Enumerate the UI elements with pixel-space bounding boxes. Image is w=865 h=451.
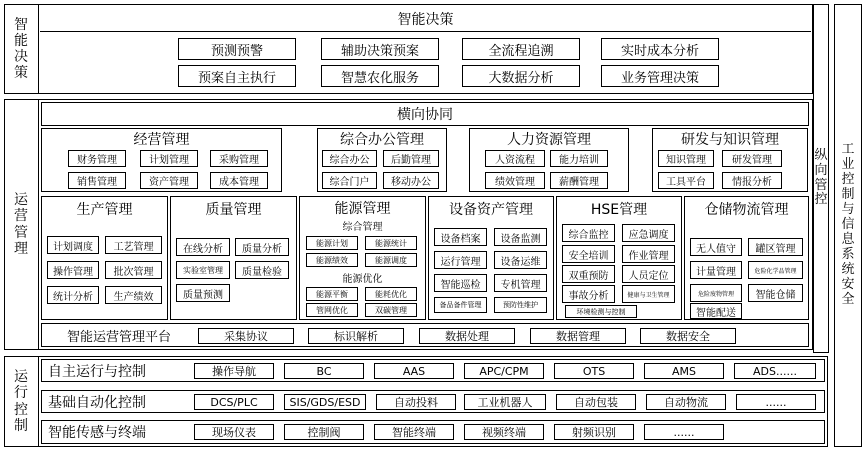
item-smart-delivery[interactable]: 智能配送 xyxy=(690,303,742,319)
item-personnel-location[interactable]: 人员定位 xyxy=(622,265,675,283)
item-training[interactable]: 能力培训 xyxy=(550,150,608,167)
item-unmanned[interactable]: 无人值守 xyxy=(690,238,742,256)
ctrl-item-auto-packing[interactable]: 自动包装 xyxy=(556,394,636,410)
item-dual-prevention[interactable]: 双重预防 xyxy=(562,265,615,283)
ctrl-item-ams[interactable]: AMS xyxy=(644,363,724,379)
item-statistics[interactable]: 统计分析 xyxy=(47,286,99,304)
decision-label-char-2: 能 xyxy=(14,32,28,49)
control-label-char-3: 控 xyxy=(14,401,28,418)
control-row-autonomous-title: 自主运行与控制 xyxy=(48,363,146,380)
decision-item-assist-plan[interactable]: 辅助决策预案 xyxy=(321,38,439,60)
item-work-mgmt[interactable]: 作业管理 xyxy=(622,245,675,263)
item-dual-carbon[interactable]: 双碳管理 xyxy=(365,303,417,317)
decision-label-char-3: 决 xyxy=(14,49,28,65)
item-general-office[interactable]: 综合办公 xyxy=(322,150,377,167)
ctrl-item-rfid[interactable]: 射频识别 xyxy=(554,424,634,440)
ctrl-item-aas[interactable]: AAS xyxy=(374,363,454,379)
item-hazard-chem[interactable]: 危险化学品管理 xyxy=(748,261,803,279)
security-label-char-2: 业 xyxy=(841,157,855,173)
item-energy-dispatch[interactable]: 能源调度 xyxy=(365,253,417,267)
decision-title: 智能决策 xyxy=(40,6,811,32)
item-planning[interactable]: 计划管理 xyxy=(140,150,198,167)
ctrl-item-industrial-robot[interactable]: 工业机器人 xyxy=(464,394,546,410)
group-rd-title: 研发与知识管理 xyxy=(681,132,779,148)
item-knowledge[interactable]: 知识管理 xyxy=(658,150,714,167)
ctrl-item-control-valve[interactable]: 控制阀 xyxy=(284,424,364,440)
item-smart-inspection[interactable]: 智能巡检 xyxy=(434,274,487,292)
security-label xyxy=(834,4,862,447)
item-energy-balance[interactable]: 能源平衡 xyxy=(306,287,358,301)
ctrl-item-ots[interactable]: OTS xyxy=(554,363,634,379)
group-business-title: 经营管理 xyxy=(133,132,190,148)
item-lab-mgmt[interactable]: 实验室管理 xyxy=(176,261,230,279)
item-quality-analysis[interactable]: 质量分析 xyxy=(235,238,289,256)
control-label-char-1: 运 xyxy=(14,369,28,386)
item-safety-training[interactable]: 安全培训 xyxy=(562,245,615,263)
ctrl-item-auto-logistics[interactable]: 自动物流 xyxy=(646,394,726,410)
item-performance[interactable]: 绩效管理 xyxy=(485,172,545,189)
item-intel-analysis[interactable]: 情报分析 xyxy=(722,172,782,189)
decision-item-business-decision[interactable]: 业务管理决策 xyxy=(601,65,719,87)
decision-label-divider xyxy=(38,4,39,94)
decision-item-big-data[interactable]: 大数据分析 xyxy=(462,65,580,87)
item-quality-inspection[interactable]: 质量检验 xyxy=(235,261,289,279)
decision-label-char-4: 策 xyxy=(14,65,28,82)
item-salary[interactable]: 薪酬管理 xyxy=(550,172,608,189)
energy-sub-general: 综合管理 xyxy=(342,221,383,232)
control-label-char-4: 制 xyxy=(14,417,28,434)
item-integrated-monitor[interactable]: 综合监控 xyxy=(562,224,615,242)
vertical-label-char-3: 管 xyxy=(814,177,828,193)
platform-item-data-mgmt[interactable]: 数据管理 xyxy=(530,328,626,344)
control-label-divider xyxy=(38,356,39,447)
ctrl-item-operation-nav[interactable]: 操作导航 xyxy=(194,363,274,379)
decision-item-plan-auto-exec[interactable]: 预案自主执行 xyxy=(178,65,296,87)
item-operation-mgmt[interactable]: 操作管理 xyxy=(47,261,99,279)
item-accident-analysis[interactable]: 事故分析 xyxy=(562,285,615,303)
control-row-sensing-title: 智能传感与终端 xyxy=(48,425,146,441)
group-hr-title: 人力资源管理 xyxy=(507,132,591,148)
item-spare-parts[interactable]: 备品备件管理 xyxy=(434,297,487,313)
item-energy-stats[interactable]: 能源统计 xyxy=(365,236,417,250)
item-run-mgmt[interactable]: 运行管理 xyxy=(434,251,487,269)
security-label-char-5: 与 xyxy=(841,202,855,218)
platform-title: 智能运营管理平台 xyxy=(66,329,171,345)
control-label-char-2: 行 xyxy=(14,385,28,402)
security-label-char-9: 统 xyxy=(841,261,855,277)
operation-label-char-4: 理 xyxy=(14,240,28,257)
item-energy-optimize[interactable]: 能耗优化 xyxy=(365,287,417,301)
item-energy-plan[interactable]: 能源计划 xyxy=(306,236,358,250)
item-tool-platform[interactable]: 工具平台 xyxy=(658,172,714,189)
security-label-char-8: 系 xyxy=(841,246,855,262)
item-purchasing[interactable]: 采购管理 xyxy=(210,150,268,167)
item-sales[interactable]: 销售管理 xyxy=(68,172,126,189)
item-energy-perf[interactable]: 能源绩效 xyxy=(306,253,358,267)
item-smart-storage[interactable]: 智能仓储 xyxy=(748,284,803,302)
ctrl-item-apc-cpm[interactable]: APC/CPM xyxy=(464,363,544,379)
item-equipment-archive[interactable]: 设备档案 xyxy=(434,228,487,246)
item-quality-forecast[interactable]: 质量预测 xyxy=(176,284,230,302)
security-label-char-11: 全 xyxy=(841,291,855,307)
item-health-hygiene[interactable]: 健康与卫生管理 xyxy=(622,285,675,303)
security-label-char-6: 信 xyxy=(841,217,855,233)
item-metering[interactable]: 计量管理 xyxy=(690,261,742,279)
item-process-mgmt[interactable]: 工艺管理 xyxy=(105,236,162,254)
vertical-label-char-2: 向 xyxy=(814,162,828,178)
horizontal-collaboration-bar: 横向协同 xyxy=(41,102,809,126)
hse-title: HSE管理 xyxy=(590,202,648,218)
vertical-control-label xyxy=(813,4,829,353)
ctrl-item-more-row2[interactable]: ...... xyxy=(736,394,816,410)
item-pipe-optimize[interactable]: 管网优化 xyxy=(306,303,358,317)
group-office-title: 综合办公管理 xyxy=(340,132,424,148)
item-online-analysis[interactable]: 在线分析 xyxy=(176,238,230,256)
item-assets[interactable]: 资产管理 xyxy=(140,172,198,189)
ctrl-item-ads[interactable]: ADS...... xyxy=(734,363,816,379)
ctrl-item-auto-feed[interactable]: 自动投料 xyxy=(376,394,456,410)
item-production-perf[interactable]: 生产绩效 xyxy=(105,286,162,304)
decision-item-forecast-warning[interactable]: 预测预警 xyxy=(178,38,296,60)
vertical-label-char-1: 纵 xyxy=(814,147,828,163)
ctrl-item-bc[interactable]: BC xyxy=(284,363,364,379)
decision-item-smart-agri[interactable]: 智慧农化服务 xyxy=(321,65,439,87)
item-plan-dispatch[interactable]: 计划调度 xyxy=(47,236,99,254)
ctrl-item-field-instrument[interactable]: 现场仪表 xyxy=(194,424,274,440)
item-equipment-maintain[interactable]: 设备运维 xyxy=(494,251,547,269)
platform-item-data-security[interactable]: 数据安全 xyxy=(640,328,736,344)
platform-item-data-process[interactable]: 数据处理 xyxy=(419,328,515,344)
item-cost[interactable]: 成本管理 xyxy=(210,172,268,189)
decision-item-full-trace[interactable]: 全流程追溯 xyxy=(462,38,580,60)
item-rd[interactable]: 研发管理 xyxy=(722,150,782,167)
item-mobile-office[interactable]: 移动办公 xyxy=(383,172,439,189)
decision-layer-label xyxy=(6,6,36,92)
operation-label-char-1: 运 xyxy=(14,192,28,209)
item-hazard-waste[interactable]: 危险废物管理 xyxy=(690,284,742,302)
security-label-char-1: 工 xyxy=(841,142,855,158)
item-tank-area[interactable]: 罐区管理 xyxy=(748,238,803,256)
operation-label-char-3: 管 xyxy=(14,224,28,241)
item-finance[interactable]: 财务管理 xyxy=(68,150,126,167)
ctrl-item-video-terminal[interactable]: 视频终端 xyxy=(464,424,544,440)
decision-item-realtime-cost[interactable]: 实时成本分析 xyxy=(601,38,719,60)
ctrl-item-sis-gds-esd[interactable]: SIS/GDS/ESD xyxy=(284,394,366,410)
item-special-machine[interactable]: 专机管理 xyxy=(494,274,547,292)
ctrl-item-dcs-plc[interactable]: DCS/PLC xyxy=(194,394,274,410)
warehouse-title: 仓储物流管理 xyxy=(704,202,789,218)
operation-label-divider xyxy=(38,99,39,350)
equipment-title: 设备资产管理 xyxy=(449,202,533,218)
security-label-char-3: 控 xyxy=(841,172,855,188)
control-row-basic-title: 基础自动化控制 xyxy=(48,394,146,411)
control-layer-label xyxy=(6,358,36,445)
production-title: 生产管理 xyxy=(76,202,133,218)
item-preventive-maintain[interactable]: 预防性维护 xyxy=(494,297,547,313)
item-hr-process[interactable]: 人资流程 xyxy=(485,150,545,167)
ctrl-item-more-row3[interactable]: ...... xyxy=(644,424,724,440)
item-logistics-support[interactable]: 后勤管理 xyxy=(383,150,439,167)
decision-label-char-1: 智 xyxy=(14,16,28,33)
ctrl-item-smart-terminal[interactable]: 智能终端 xyxy=(374,424,454,440)
energy-sub-optimize: 能源优化 xyxy=(342,273,383,284)
platform-item-id-resolution[interactable]: 标识解析 xyxy=(308,328,404,344)
item-emergency-dispatch[interactable]: 应急调度 xyxy=(622,224,675,242)
operation-label-char-2: 营 xyxy=(14,208,28,225)
item-equipment-monitor[interactable]: 设备监测 xyxy=(494,228,547,246)
security-label-char-4: 制 xyxy=(841,187,855,203)
item-portal[interactable]: 综合门户 xyxy=(322,172,377,189)
energy-title: 能源管理 xyxy=(334,201,391,217)
vertical-label-char-4: 控 xyxy=(814,192,828,208)
item-env-monitor[interactable]: 环境检测与控制 xyxy=(565,305,637,318)
operation-layer-label xyxy=(6,101,36,348)
quality-title: 质量管理 xyxy=(205,202,262,218)
security-label-char-7: 息 xyxy=(841,231,855,247)
item-batch-mgmt[interactable]: 批次管理 xyxy=(105,261,162,279)
security-label-char-10: 安 xyxy=(841,276,855,292)
platform-item-collect-protocol[interactable]: 采集协议 xyxy=(198,328,294,344)
